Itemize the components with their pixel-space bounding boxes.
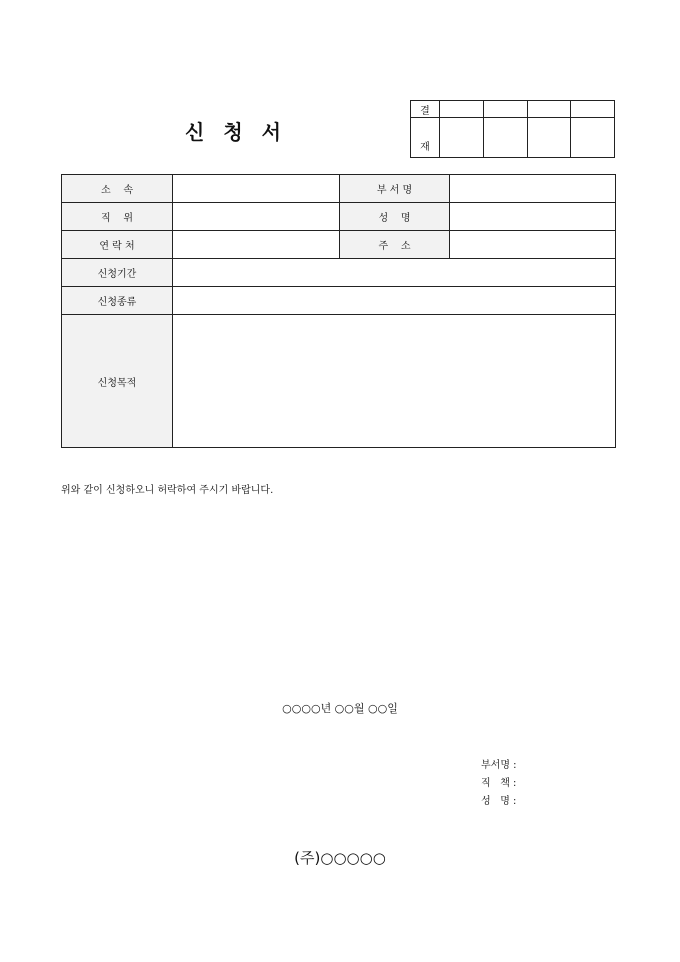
purpose-label: 신청목적: [62, 315, 173, 448]
department-field[interactable]: [450, 175, 616, 203]
approval-label-bottom: 재: [411, 118, 440, 158]
type-field[interactable]: [173, 287, 616, 315]
department-label: 부 서 명: [340, 175, 450, 203]
name-label: 성 명: [340, 203, 450, 231]
name-field[interactable]: [450, 203, 616, 231]
approval-box: [410, 100, 615, 158]
period-label: 신청기간: [62, 259, 173, 287]
purpose-field[interactable]: [173, 315, 616, 448]
signature-name: 성 명 :: [481, 796, 517, 807]
approval-sign-cell[interactable]: [571, 118, 615, 158]
approval-header-cell[interactable]: [483, 101, 527, 118]
approval-header-cell[interactable]: [571, 101, 615, 118]
approval-header-cell[interactable]: [527, 101, 571, 118]
company-name: (주)○○○○○: [294, 849, 386, 867]
contact-label: 연 락 처: [62, 231, 173, 259]
period-field[interactable]: [173, 259, 616, 287]
date-line: ○○○○년 ○○월 ○○일: [282, 702, 398, 715]
approval-sign-cell[interactable]: [440, 118, 484, 158]
approval-label-top: 결: [411, 101, 440, 118]
request-statement: 위와 같이 신청하오니 허락하여 주시기 바랍니다.: [61, 485, 274, 496]
affiliation-field[interactable]: [173, 175, 340, 203]
approval-header-cell[interactable]: [440, 101, 484, 118]
address-field[interactable]: [450, 231, 616, 259]
signature-department: 부서명 :: [481, 760, 517, 771]
type-label: 신청종류: [62, 287, 173, 315]
document-title: 신 청 서: [185, 120, 287, 144]
approval-sign-cell[interactable]: [483, 118, 527, 158]
position-field[interactable]: [173, 203, 340, 231]
position-label: 직 위: [62, 203, 173, 231]
signature-job-title: 직 책 :: [481, 778, 517, 789]
contact-field[interactable]: [173, 231, 340, 259]
application-form-table: [61, 174, 616, 448]
approval-sign-cell[interactable]: [527, 118, 571, 158]
address-label: 주 소: [340, 231, 450, 259]
affiliation-label: 소 속: [62, 175, 173, 203]
